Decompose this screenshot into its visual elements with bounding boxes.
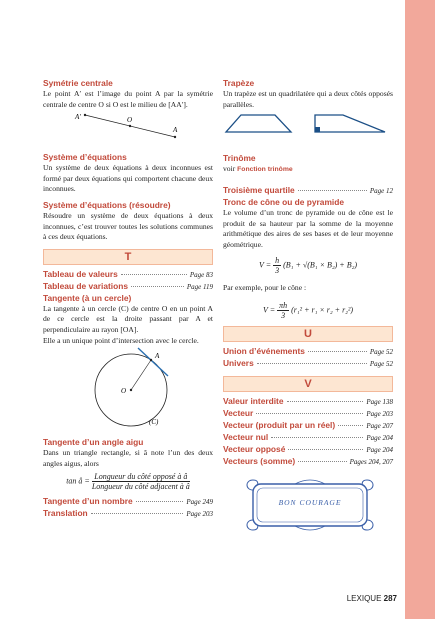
section-letter-t: T (43, 249, 213, 265)
right-column (223, 78, 393, 468)
label-o: O (127, 116, 133, 125)
entry-title-tangente: Tangente (à un cercle) (43, 292, 132, 303)
entry-text-tronc: Le volume d’un tronc de pyramide ou de cône est le produit de sa hauteur par la somme de la moyenne arithmétique des aires de ses bases et de leur moyenne géométrique. (223, 208, 393, 249)
entry-title-tronc: Tronc de cône ou de pyramide (223, 197, 344, 208)
tan-formula: tan â = $\frac{\text{Longueur du côté opposé à â}}{\text{Longueur du côté adjacent à â}}$ (66, 472, 190, 492)
label-a-prime: A′ (75, 113, 81, 122)
entry-text-cone: Par exemple, pour le cône : (223, 282, 307, 292)
entry-title-trinome: Trinôme (223, 153, 256, 164)
index-translation[interactable]: Translation Page 203 (43, 508, 213, 519)
index-tangente-nombre[interactable]: Tangente d’un nombre Page 249 (43, 496, 213, 507)
index-univers[interactable]: Univers Page 52 (223, 358, 393, 369)
entry-title-systeme: Système d’équations (43, 152, 127, 163)
section-letter-u: U (223, 326, 393, 342)
index-vecteur-nul[interactable]: Vecteur nul Page 204 (223, 432, 393, 443)
entry-title-angle: Tangente d’un angle aigu (43, 437, 144, 448)
index-valeur-interdite[interactable]: Valeur interdite Page 138 (223, 396, 393, 407)
cone-formula: V = $\frac{\pi h}{3}$ (r₁² + r₁ × r₂ + r₂²) (262, 301, 354, 321)
index-vecteurs-somme[interactable]: Vecteurs (somme) Pages 204, 207 (223, 456, 393, 467)
label-a: A (155, 352, 160, 361)
entry-text-tangente: La tangente à un cercle (C) de centre O en un point A de ce cercle est la droite passant par A et perpendiculaire au rayon [OA]. (43, 303, 213, 334)
entry-title-trapeze: Trapèze (223, 78, 255, 88)
index-union[interactable]: Union d’événements Page 52 (223, 346, 393, 357)
tangente-figure (43, 346, 213, 428)
entry-title-systeme-resoudre: Système d’équations (résoudre) (43, 199, 171, 210)
entry-text-systeme-resoudre: Résoudre un système de deux équations à deux inconnues, c’est trouver toutes les solutions communes à ces deux équations. (43, 210, 213, 242)
page-number: 287 (383, 594, 397, 603)
index-vecteur[interactable]: Vecteur Page 203 (223, 408, 393, 419)
side-band (405, 0, 435, 619)
page-footer (347, 594, 397, 603)
footer-label: LEXIQUE (346, 594, 382, 603)
banner-text: BON COURAGE (278, 498, 342, 507)
entry-title-symetrie: Symétrie centrale (43, 78, 113, 88)
index-tableau-variations[interactable]: Tableau de variations Page 119 (43, 280, 213, 291)
bon-courage-banner (245, 476, 375, 534)
index-vecteur-produit[interactable]: Vecteur (produit par un réel) Page 207 (223, 420, 393, 431)
entry-see-trinome: voir Fonction trinôme (223, 164, 293, 174)
entry-text-systeme: Un système de deux équations à deux inconnues est formé par deux équations qui comportent chacune deux inconnues. (43, 163, 213, 194)
index-tableau-valeurs[interactable]: Tableau de valeurs Page 83 (43, 268, 213, 279)
index-vecteur-oppose[interactable]: Vecteur opposé Page 204 (223, 444, 393, 455)
index-troisieme-quartile[interactable]: Troisième quartile Page 12 (223, 185, 393, 196)
entry-text-angle: Dans un triangle rectangle, si â note l’un des deux angles aigus, alors (43, 448, 213, 468)
tronc-formula: V = $\frac{h}{3}$ (B₁ + √(B₁ × B₂) + B₂) (258, 255, 358, 275)
label-a: A (173, 126, 178, 135)
link-fonction-trinome[interactable]: Fonction trinôme (237, 166, 293, 174)
label-o: O (121, 387, 127, 396)
label-c: (C) (149, 418, 159, 427)
entry-text-trapeze: Un trapèze est un quadrilatère qui a deux côtés opposés parallèles. (223, 89, 393, 109)
trapeze-figure (223, 110, 393, 136)
symetrie-figure (43, 110, 213, 142)
section-letter-v: V (223, 376, 393, 392)
entry-text-tangente-2: Elle a un unique point d’intersection avec le cercle. (43, 335, 199, 345)
entry-text-symetrie: Le point A′ est l’image du point A par la symétrie centrale de centre O si O est le milieu de [AA′]. (43, 89, 213, 109)
left-column (43, 78, 213, 520)
